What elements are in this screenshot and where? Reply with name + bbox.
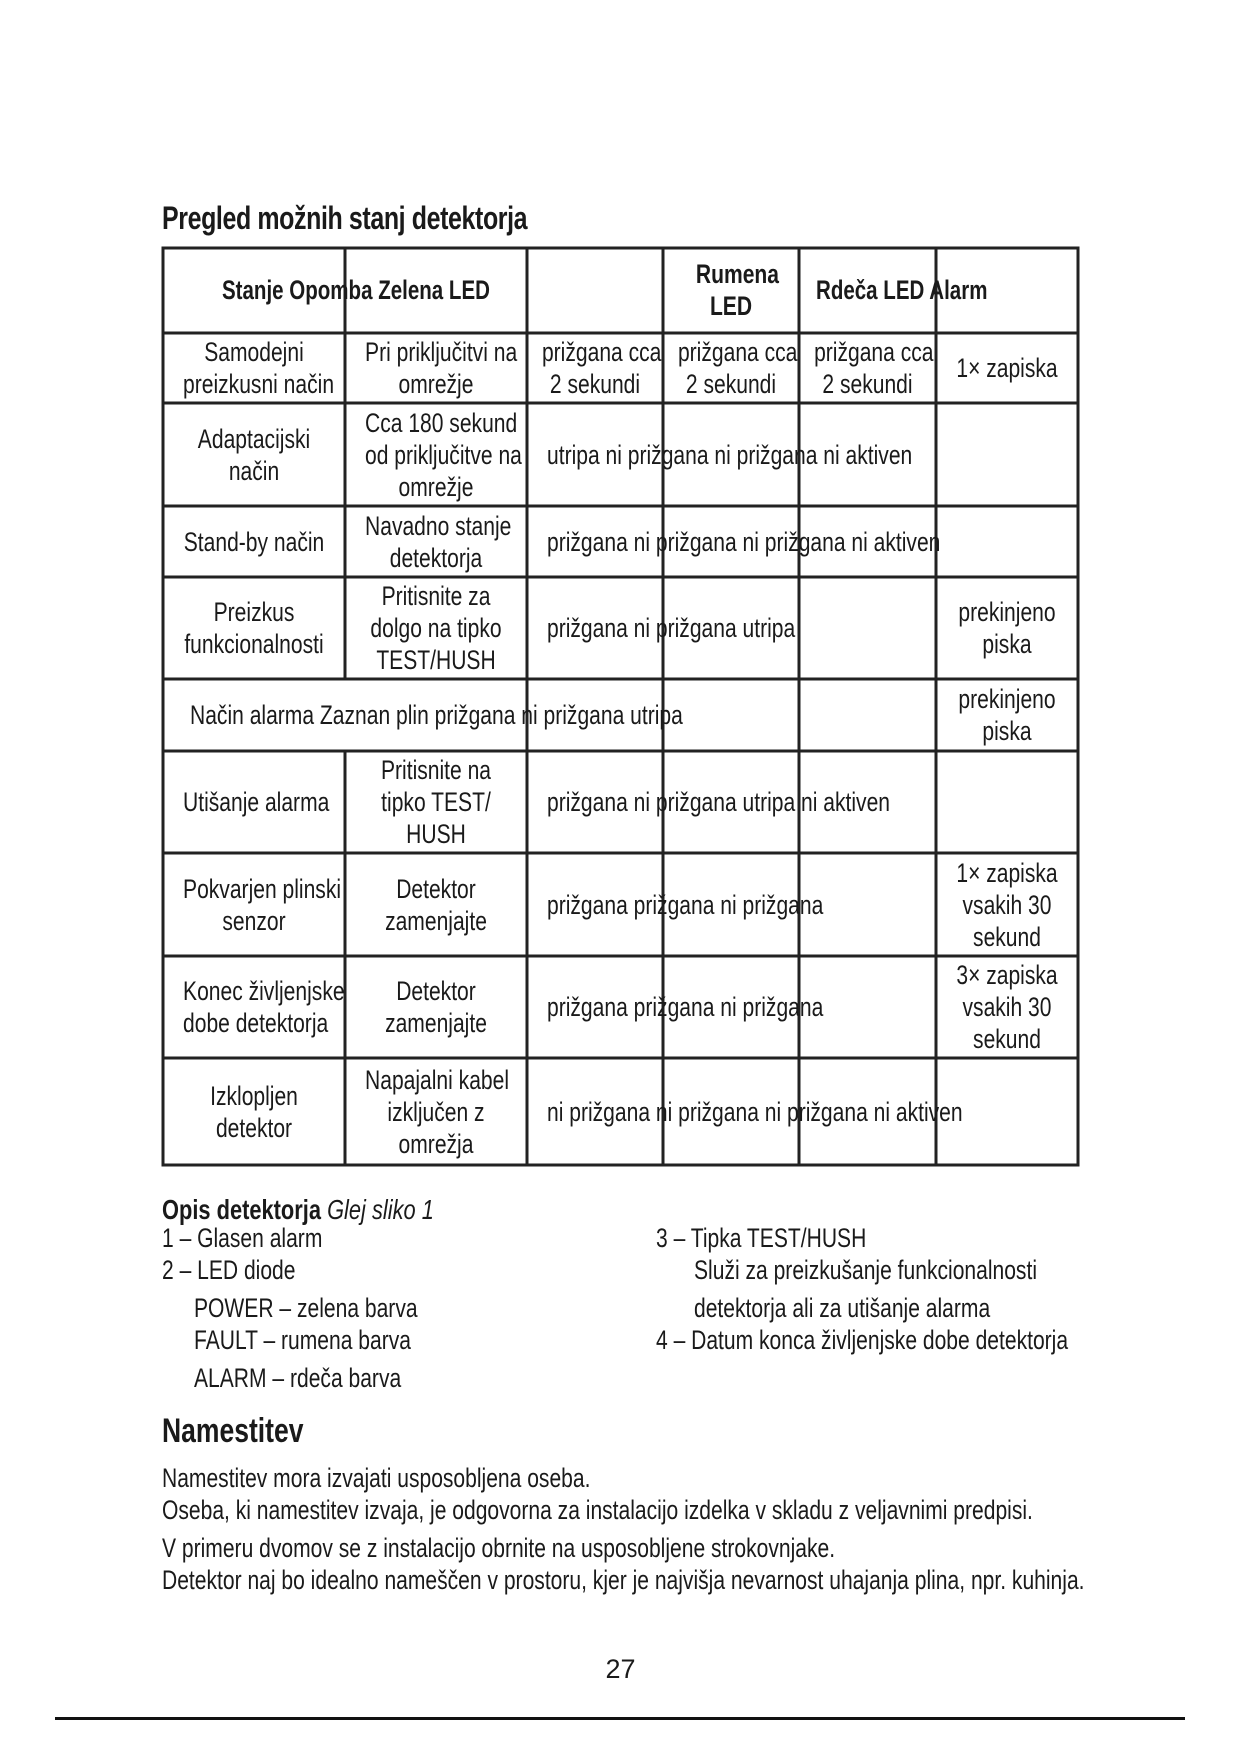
desc-left-1: 1 – Glasen alarm: [162, 1223, 323, 1253]
install-line-1: Namestitev mora izvajati usposobljena oseba.: [162, 1463, 591, 1493]
row-8-alarm-cell-line: 3× zapiska: [956, 960, 1058, 990]
row-9-stanje-cell: [163, 1080, 345, 1144]
desc-right-3: detektorja ali za utišanje alarma: [694, 1293, 991, 1323]
section-title: Pregled možnih stanj detektorja: [162, 200, 528, 236]
row-7-merged-text: prižgana prižgana ni prižgana: [547, 889, 824, 920]
row-2-stanje-cell-line: Adaptacijski: [197, 423, 311, 454]
row-6-opomba-cell-line: tipko TEST/: [381, 787, 491, 817]
install-line-3: V primeru dvomov se z instalacijo obrnite na usposobljene strokovnjake.: [162, 1533, 836, 1563]
row-8-alarm-cell-line: sekund: [973, 1024, 1041, 1054]
row-1-zelena-cell: [527, 336, 663, 400]
row-8-opomba-cell: [345, 975, 527, 1039]
row-4-alarm-cell-line: piska: [982, 629, 1032, 659]
row-9-stanje-cell-line: detektor: [215, 1112, 293, 1143]
row-8-stanje-cell: [163, 975, 345, 1039]
row-9-opomba-cell: [345, 1064, 527, 1160]
row-2-opomba-cell: [345, 407, 527, 503]
desc-right-4: 4 – Datum konca življenjske dobe detektorja: [656, 1325, 1069, 1355]
row-4-opomba-cell-line: Pritisnite za: [381, 581, 491, 611]
row-4-opomba-cell-line: dolgo na tipko: [370, 613, 502, 643]
row-4-alarm-cell-line: prekinjeno: [958, 597, 1056, 627]
row-9-opomba-cell-line: izključen z: [387, 1096, 485, 1127]
row-1-stanje-cell-line: Samodejni: [204, 337, 304, 367]
row-9-opomba-cell-line: omrežja: [398, 1128, 474, 1159]
row-1-opomba-cell: [345, 336, 527, 400]
row-5-merged-text: Način alarma Zaznan plin prižgana ni prižgana utripa: [190, 700, 683, 730]
description-title-text: Opis detektorja: [162, 1194, 321, 1225]
row-7-opomba-cell: [345, 873, 527, 937]
row-9-merged-text: ni prižgana ni prižgana ni prižgana ni aktiven: [547, 1096, 963, 1127]
row-1-rdeca-cell-line: prižgana cca: [814, 337, 934, 367]
header-rumena-text: Rumena LED: [695, 259, 779, 321]
row-3-stanje-cell: [163, 526, 345, 558]
row-1-rumena-cell-line: prižgana cca: [677, 337, 798, 367]
row-1-stanje-cell-line: preizkusni način: [183, 369, 335, 399]
description-ref: Glej sliko 1: [327, 1194, 434, 1225]
row-8-stanje-cell-line: Konec življenjske: [183, 976, 345, 1006]
row-1-alarm-cell-line: 1× zapiska: [956, 353, 1058, 383]
row-4-merged-text: prižgana ni prižgana utripa: [547, 613, 796, 643]
row-1-rdeca-cell-line: 2 sekundi: [822, 369, 913, 399]
row-3-opomba-cell-line: Navadno stanje: [365, 510, 512, 541]
install-line-4: Detektor naj bo idealno nameščen v prostoru, kjer je najvišja nevarnost uhajanja plina, npr. kuhinja.: [162, 1565, 1085, 1595]
row-3-merged-text: prižgana ni prižgana ni prižgana ni aktiven: [547, 526, 941, 557]
row-2-opomba-cell-line: od priključitve na: [365, 439, 522, 470]
row-2-opomba-cell-line: omrežje: [398, 471, 474, 502]
row-1-stanje-cell: [163, 336, 345, 400]
row-7-stanje-cell-line: senzor: [222, 905, 286, 936]
row-1-zelena-cell-line: 2 sekundi: [549, 369, 641, 399]
row-4-opomba-cell-line: TEST/HUSH: [376, 645, 496, 675]
row-1-zelena-cell-line: prižgana cca: [541, 337, 662, 367]
row-6-opomba-cell: [345, 754, 527, 850]
row-4-alarm-cell: [936, 596, 1078, 660]
row-4-stanje-cell: [163, 596, 345, 660]
desc-left-5: ALARM – rdeča barva: [194, 1363, 402, 1393]
row-5-alarm-cell-line: prekinjeno: [958, 684, 1056, 714]
desc-right-2: Služi za preizkušanje funkcionalnosti: [694, 1255, 1038, 1285]
row-1-opomba-cell-line: Pri priključitvi na: [365, 337, 518, 367]
row-2-stanje-cell-line: način: [228, 455, 280, 486]
row-1-rdeca-cell: [799, 336, 936, 400]
row-1-alarm-cell: [936, 352, 1078, 384]
row-6-stanje-cell-line: Utišanje alarma: [183, 787, 330, 817]
installation-title: Namestitev: [162, 1412, 304, 1450]
row-5-alarm-cell: [936, 683, 1078, 747]
row-3-opomba-cell: [345, 510, 527, 574]
row-4-stanje-cell-line: funkcionalnosti: [184, 629, 324, 659]
desc-right-1: 3 – Tipka TEST/HUSH: [656, 1223, 867, 1253]
row-7-alarm-cell-line: vsakih 30: [962, 889, 1052, 920]
desc-left-3: POWER – zelena barva: [194, 1293, 418, 1323]
header-rdeca-led-alarm: Rdeča LED Alarm: [816, 275, 988, 305]
row-1-rumena-cell-line: 2 sekundi: [685, 369, 777, 399]
row-3-stanje-cell-line: Stand-by način: [183, 526, 325, 557]
row-5-alarm-cell-line: piska: [982, 716, 1032, 746]
row-7-alarm-cell-line: sekund: [973, 921, 1041, 952]
desc-left-2: 2 – LED diode: [162, 1255, 296, 1285]
row-4-stanje-cell-line: Preizkus: [213, 597, 295, 627]
desc-left-4: FAULT – rumena barva: [194, 1325, 411, 1355]
header-rumena-led: [663, 258, 799, 322]
row-2-opomba-cell-line: Cca 180 sekund: [365, 407, 518, 438]
row-7-stanje-cell-line: Pokvarjen plinski: [183, 873, 342, 904]
row-8-merged-text: prižgana prižgana ni prižgana: [547, 992, 824, 1022]
row-8-stanje-cell-line: dobe detektorja: [183, 1008, 329, 1038]
row-7-opomba-cell-line: zamenjajte: [385, 905, 487, 936]
footer-divider: [55, 1717, 1185, 1720]
row-7-stanje-cell: [163, 873, 345, 937]
row-9-stanje-cell-line: Izklopljen: [210, 1080, 298, 1111]
row-7-alarm-cell: [936, 857, 1078, 953]
row-6-merged-text: prižgana ni prižgana utripa ni aktiven: [547, 787, 891, 817]
row-8-alarm-cell-line: vsakih 30: [962, 992, 1052, 1022]
row-6-opomba-cell-line: Pritisnite na: [380, 755, 492, 785]
row-3-opomba-cell-line: detektorja: [389, 542, 483, 573]
page-number: 27: [605, 1654, 636, 1684]
install-line-2: Oseba, ki namestitev izvaja, je odgovorna za instalacijo izdelka v skladu z veljavnimi predpisi.: [162, 1495, 1033, 1525]
row-1-opomba-cell-line: omrežje: [398, 369, 474, 399]
header-stanje-opomba-zelena: Stanje Opomba Zelena LED: [222, 275, 490, 305]
row-2-merged-text: utripa ni prižgana ni prižgana ni aktiven: [547, 439, 913, 470]
row-4-opomba-cell: [345, 580, 527, 676]
row-7-alarm-cell-line: 1× zapiska: [956, 857, 1058, 888]
row-6-opomba-cell-line: HUSH: [406, 819, 466, 849]
row-9-opomba-cell-line: Napajalni kabel: [365, 1064, 510, 1095]
row-6-stanje-cell: [163, 786, 345, 818]
row-2-stanje-cell: [163, 423, 345, 487]
row-8-opomba-cell-line: zamenjajte: [385, 1008, 487, 1038]
row-7-opomba-cell-line: Detektor: [396, 873, 476, 904]
row-1-rumena-cell: [663, 336, 799, 400]
row-8-opomba-cell-line: Detektor: [396, 976, 476, 1006]
row-8-alarm-cell: [936, 959, 1078, 1055]
